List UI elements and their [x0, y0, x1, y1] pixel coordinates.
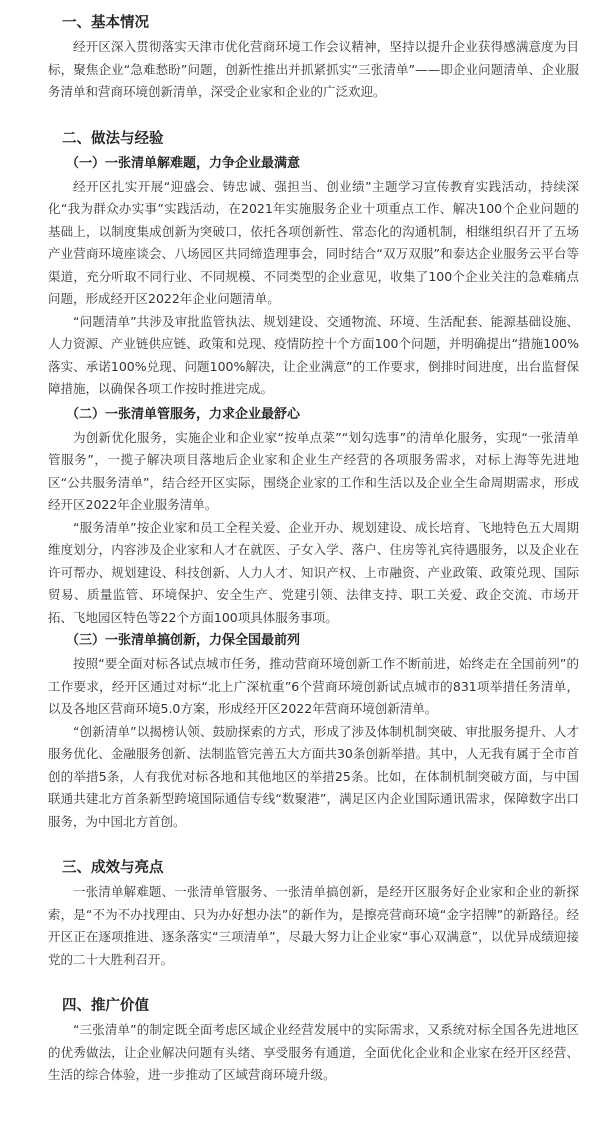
- paragraph: “问题清单”共涉及审批监管执法、规划建设、交通物流、环境、生活配套、能源基础设施、人力资源、产业链供应链、政策和兑现、疫情防控十个方面100个问题，并明确提出“措施100%落实、承诺100%兑现、问题100%解决，让企业满意”的工作要求，倒排时间进度，出台监督保障措施，以确保各项工作按时推进完成。: [48, 313, 579, 396]
- section-heading-results: 三、成效与亮点: [62, 860, 164, 876]
- subsection-heading-problems: （一）一张清单解难题，力争企业最满意: [66, 155, 301, 171]
- paragraph: “创新清单”以揭榜认领、鼓励探索的方式，形成了涉及体制机制突破、审批服务提升、人才服务优化、金融服务创新、法制监管完善五大方面共30条创新举措。其中，人无我有属于全市首创的举措5条，人有我优对标各地和其他地区的举措25条。比如，在体制机制突破方面，与中国联通共建北方首条新型跨境国际通信专线“数聚港”，满足区内企业国际通讯需求，保障数字出口服务，为中国北方首创。: [48, 723, 579, 829]
- paragraph: “三张清单”的制定既全面考虑区域企业经营发展中的实际需求，又系统对标全国各先进地区的优秀做法，让企业解决问题有头绪、享受服务有通道，全面优化企业和企业家在经开区经营、生活的综合体验，进一步推动了区域营商环境升级。: [48, 1022, 579, 1082]
- section-heading-promotion-value: 四、推广价值: [62, 998, 149, 1014]
- paragraph: 为创新优化服务，实施企业和企业家“按单点菜”“划勾选事”的清单化服务，实现“一张清单管服务”，一揽子解决项目落地后企业家和企业生产经营的各项服务需求，对标上海等先进地区“公共服务清单”，结合经开区实际，围绕企业家的工作和生活以及企业全生命周期需求，形成经开区2022年企业服务清单。: [48, 429, 579, 512]
- paragraph: 经开区扎实开展“迎盛会、铸忠诚、强担当、创业绩”主题学习宣传教育实践活动，持续深化“我为群众办实事”实践活动，在2021年实施服务企业十项重点工作、解决100个企业问题的基础上，以制度集成创新为突破口，依托各项创新性、常态化的沟通机制，相继组织召开了五场产业营商环境座谈会、八场园区共同缔造理事会，同时结合“双万双服”和泰达企业服务云平台等渠道，充分听取不同行业、不同规模、不同类型的企业意见，收集了100个企业关注的急难痛点问题，形成经开区2022年企业问题清单。: [48, 178, 579, 306]
- subsection-heading-services: （二）一张清单管服务，力求企业最舒心: [66, 406, 301, 422]
- section-heading-methods: 二、做法与经验: [62, 130, 164, 147]
- section-heading-basic-situation: 一、基本情况: [62, 15, 149, 31]
- paragraph: 按照“要全面对标各试点城市任务，推动营商环境创新工作不断前进，始终走在全国前列”的工作要求，经开区通过对标“北上广深杭重”6个营商环境创新试点城市的831项举措任务清单，以及各地区营商环境5.0方案，形成经开区2022年营商环境创新清单。: [48, 656, 579, 716]
- subsection-heading-innovation: （三）一张清单搞创新，力保全国最前列: [66, 633, 301, 648]
- paragraph: “服务清单”按企业家和员工全程关爱、企业开办、规划建设、成长培育、飞地特色五大周期维度划分，内容涉及企业家和人才在就医、子女入学、落户、住房等礼宾待遇服务，以及企业在许可帮办、规划建设、科技创新、人力人才、知识产权、上市融资、产业政策、政策兑现、国际贸易、质量监管、环境保护、安全生产、党建引领、法律支持、职工关爱、政企交流、市场开拓、飞地园区特色等22个方面100项具体服务事项。: [48, 519, 579, 625]
- paragraph: 一张清单解难题、一张清单管服务、一张清单搞创新，是经开区服务好企业家和企业的新探索，是“不为不办找理由、只为办好想办法”的新作为，是擦亮营商环境“金字招牌”的新路径。经开区正在逐项推进、逐条落实“三项清单”，尽最大努力让企业家“事心双满意”，以优异成绩迎接党的二十大胜利召开。: [48, 884, 579, 967]
- paragraph: 经开区深入贯彻落实天津市优化营商环境工作会议精神，坚持以提升企业获得感满意度为目标，聚焦企业“急难愁盼”问题，创新性推出并抓紧抓实“三张清单”——即企业问题清单、企业服务清单和营商环境创新清单，深受企业家和企业的广泛欢迎。: [48, 39, 579, 99]
